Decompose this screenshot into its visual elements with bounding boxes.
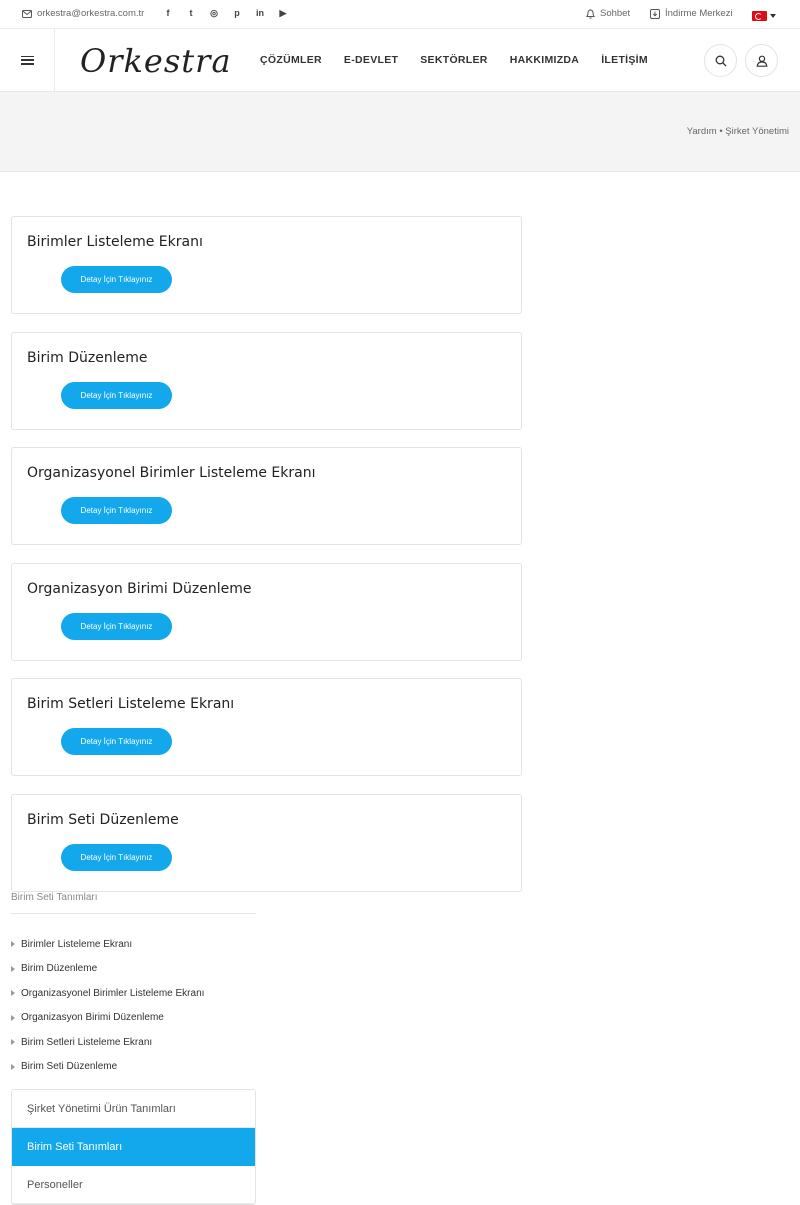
help-card bbox=[11, 216, 522, 314]
detail-button[interactable]: Detay İçin Tıklayınız bbox=[61, 728, 172, 755]
sidebar-link[interactable] bbox=[11, 932, 204, 957]
chat-label: Sohbet bbox=[600, 8, 631, 19]
linkedin-icon[interactable]: in bbox=[256, 8, 264, 18]
top-bar bbox=[0, 0, 800, 29]
main-nav bbox=[260, 54, 648, 66]
user-button[interactable] bbox=[745, 44, 778, 77]
divider bbox=[11, 913, 256, 914]
category-item-active[interactable]: Birim Seti Tanımları bbox=[12, 1128, 255, 1166]
nav-item-iletisim[interactable]: İLETİŞİM bbox=[601, 54, 648, 66]
help-card bbox=[11, 332, 522, 430]
sidebar-links bbox=[11, 932, 204, 1079]
search-icon bbox=[715, 55, 727, 67]
card-title: Birim Seti Düzenleme bbox=[27, 812, 179, 828]
sidebar-link[interactable] bbox=[11, 981, 204, 1006]
caret-right-icon bbox=[11, 1039, 15, 1045]
search-button[interactable] bbox=[704, 44, 737, 77]
email-text: orkestra@orkestra.com.tr bbox=[37, 8, 145, 19]
sidebar-link[interactable] bbox=[11, 1006, 204, 1031]
download-label: İndirme Merkezi bbox=[665, 8, 733, 19]
breadcrumb-current: Şirket Yönetimi bbox=[725, 126, 789, 137]
turkish-flag-icon bbox=[752, 11, 767, 21]
menu-button[interactable] bbox=[0, 29, 55, 91]
detail-button[interactable]: Detay İçin Tıklayınız bbox=[61, 497, 172, 524]
user-icon bbox=[756, 55, 768, 67]
sidebar-link-label: Birim Düzenleme bbox=[21, 963, 98, 975]
detail-button[interactable]: Detay İçin Tıklayınız bbox=[61, 844, 172, 871]
card-title: Birim Düzenleme bbox=[27, 350, 148, 366]
caret-right-icon bbox=[11, 990, 15, 996]
help-card bbox=[11, 678, 522, 776]
help-card bbox=[11, 563, 522, 661]
hamburger-icon bbox=[21, 56, 34, 65]
youtube-icon[interactable]: ▶ bbox=[279, 8, 287, 18]
sidebar-link-label: Organizasyon Birimi Düzenleme bbox=[21, 1012, 164, 1024]
page-banner bbox=[0, 92, 800, 172]
social-links bbox=[162, 7, 289, 19]
language-selector[interactable] bbox=[752, 11, 776, 21]
download-center-link[interactable] bbox=[650, 8, 733, 19]
nav-item-cozumler[interactable]: ÇÖZÜMLER bbox=[260, 54, 322, 66]
sidebar-link-label: Birim Seti Düzenleme bbox=[21, 1061, 118, 1073]
logo[interactable]: Orkestra bbox=[80, 42, 232, 80]
sidebar-link-label: Organizasyonel Birimler Listeleme Ekranı bbox=[21, 987, 205, 999]
nav-item-e-devlet[interactable]: E-DEVLET bbox=[343, 54, 399, 66]
sidebar-link[interactable] bbox=[11, 1055, 204, 1080]
nav-item-sektorler[interactable]: SEKTÖRLER bbox=[420, 54, 488, 66]
sidebar-link-label: Birim Setleri Listeleme Ekranı bbox=[21, 1036, 153, 1048]
detail-button[interactable]: Detay İçin Tıklayınız bbox=[61, 382, 172, 409]
pinterest-icon[interactable]: p bbox=[234, 8, 240, 18]
sidebar-link[interactable] bbox=[11, 1030, 204, 1055]
caret-right-icon bbox=[11, 1015, 15, 1021]
mail-icon bbox=[22, 10, 32, 18]
detail-button[interactable]: Detay İçin Tıklayınız bbox=[61, 266, 172, 293]
card-title: Organizasyon Birimi Düzenleme bbox=[27, 581, 252, 597]
breadcrumb-home[interactable]: Yardım bbox=[686, 126, 717, 137]
caret-right-icon bbox=[11, 1064, 15, 1070]
card-title: Birim Setleri Listeleme Ekranı bbox=[27, 696, 235, 712]
caret-right-icon bbox=[11, 966, 15, 972]
main-header bbox=[0, 29, 800, 92]
breadcrumb-separator: • bbox=[719, 126, 723, 137]
chat-link[interactable] bbox=[586, 8, 630, 19]
help-card bbox=[11, 447, 522, 545]
detail-button[interactable]: Detay İçin Tıklayınız bbox=[61, 613, 172, 640]
breadcrumb bbox=[687, 126, 789, 137]
bell-icon bbox=[586, 9, 595, 19]
facebook-icon[interactable]: f bbox=[166, 8, 170, 18]
help-card bbox=[11, 794, 522, 892]
sidebar-title: Birim Seti Tanımları bbox=[11, 892, 98, 903]
chevron-down-icon bbox=[770, 14, 776, 18]
email-link[interactable] bbox=[22, 8, 144, 19]
download-icon bbox=[650, 9, 660, 19]
instagram-icon[interactable]: ◎ bbox=[210, 8, 218, 18]
category-panel bbox=[11, 1089, 256, 1205]
category-item[interactable]: Personeller bbox=[12, 1166, 255, 1204]
sidebar-link-label: Birimler Listeleme Ekranı bbox=[21, 938, 133, 950]
caret-right-icon bbox=[11, 941, 15, 947]
nav-item-hakkimizda[interactable]: HAKKIMIZDA bbox=[509, 54, 580, 66]
twitter-icon[interactable]: t bbox=[189, 8, 193, 18]
card-title: Organizasyonel Birimler Listeleme Ekranı bbox=[27, 465, 316, 481]
card-title: Birimler Listeleme Ekranı bbox=[27, 234, 203, 250]
sidebar-link[interactable] bbox=[11, 957, 204, 982]
category-item[interactable]: Şirket Yönetimi Ürün Tanımları bbox=[12, 1090, 255, 1128]
